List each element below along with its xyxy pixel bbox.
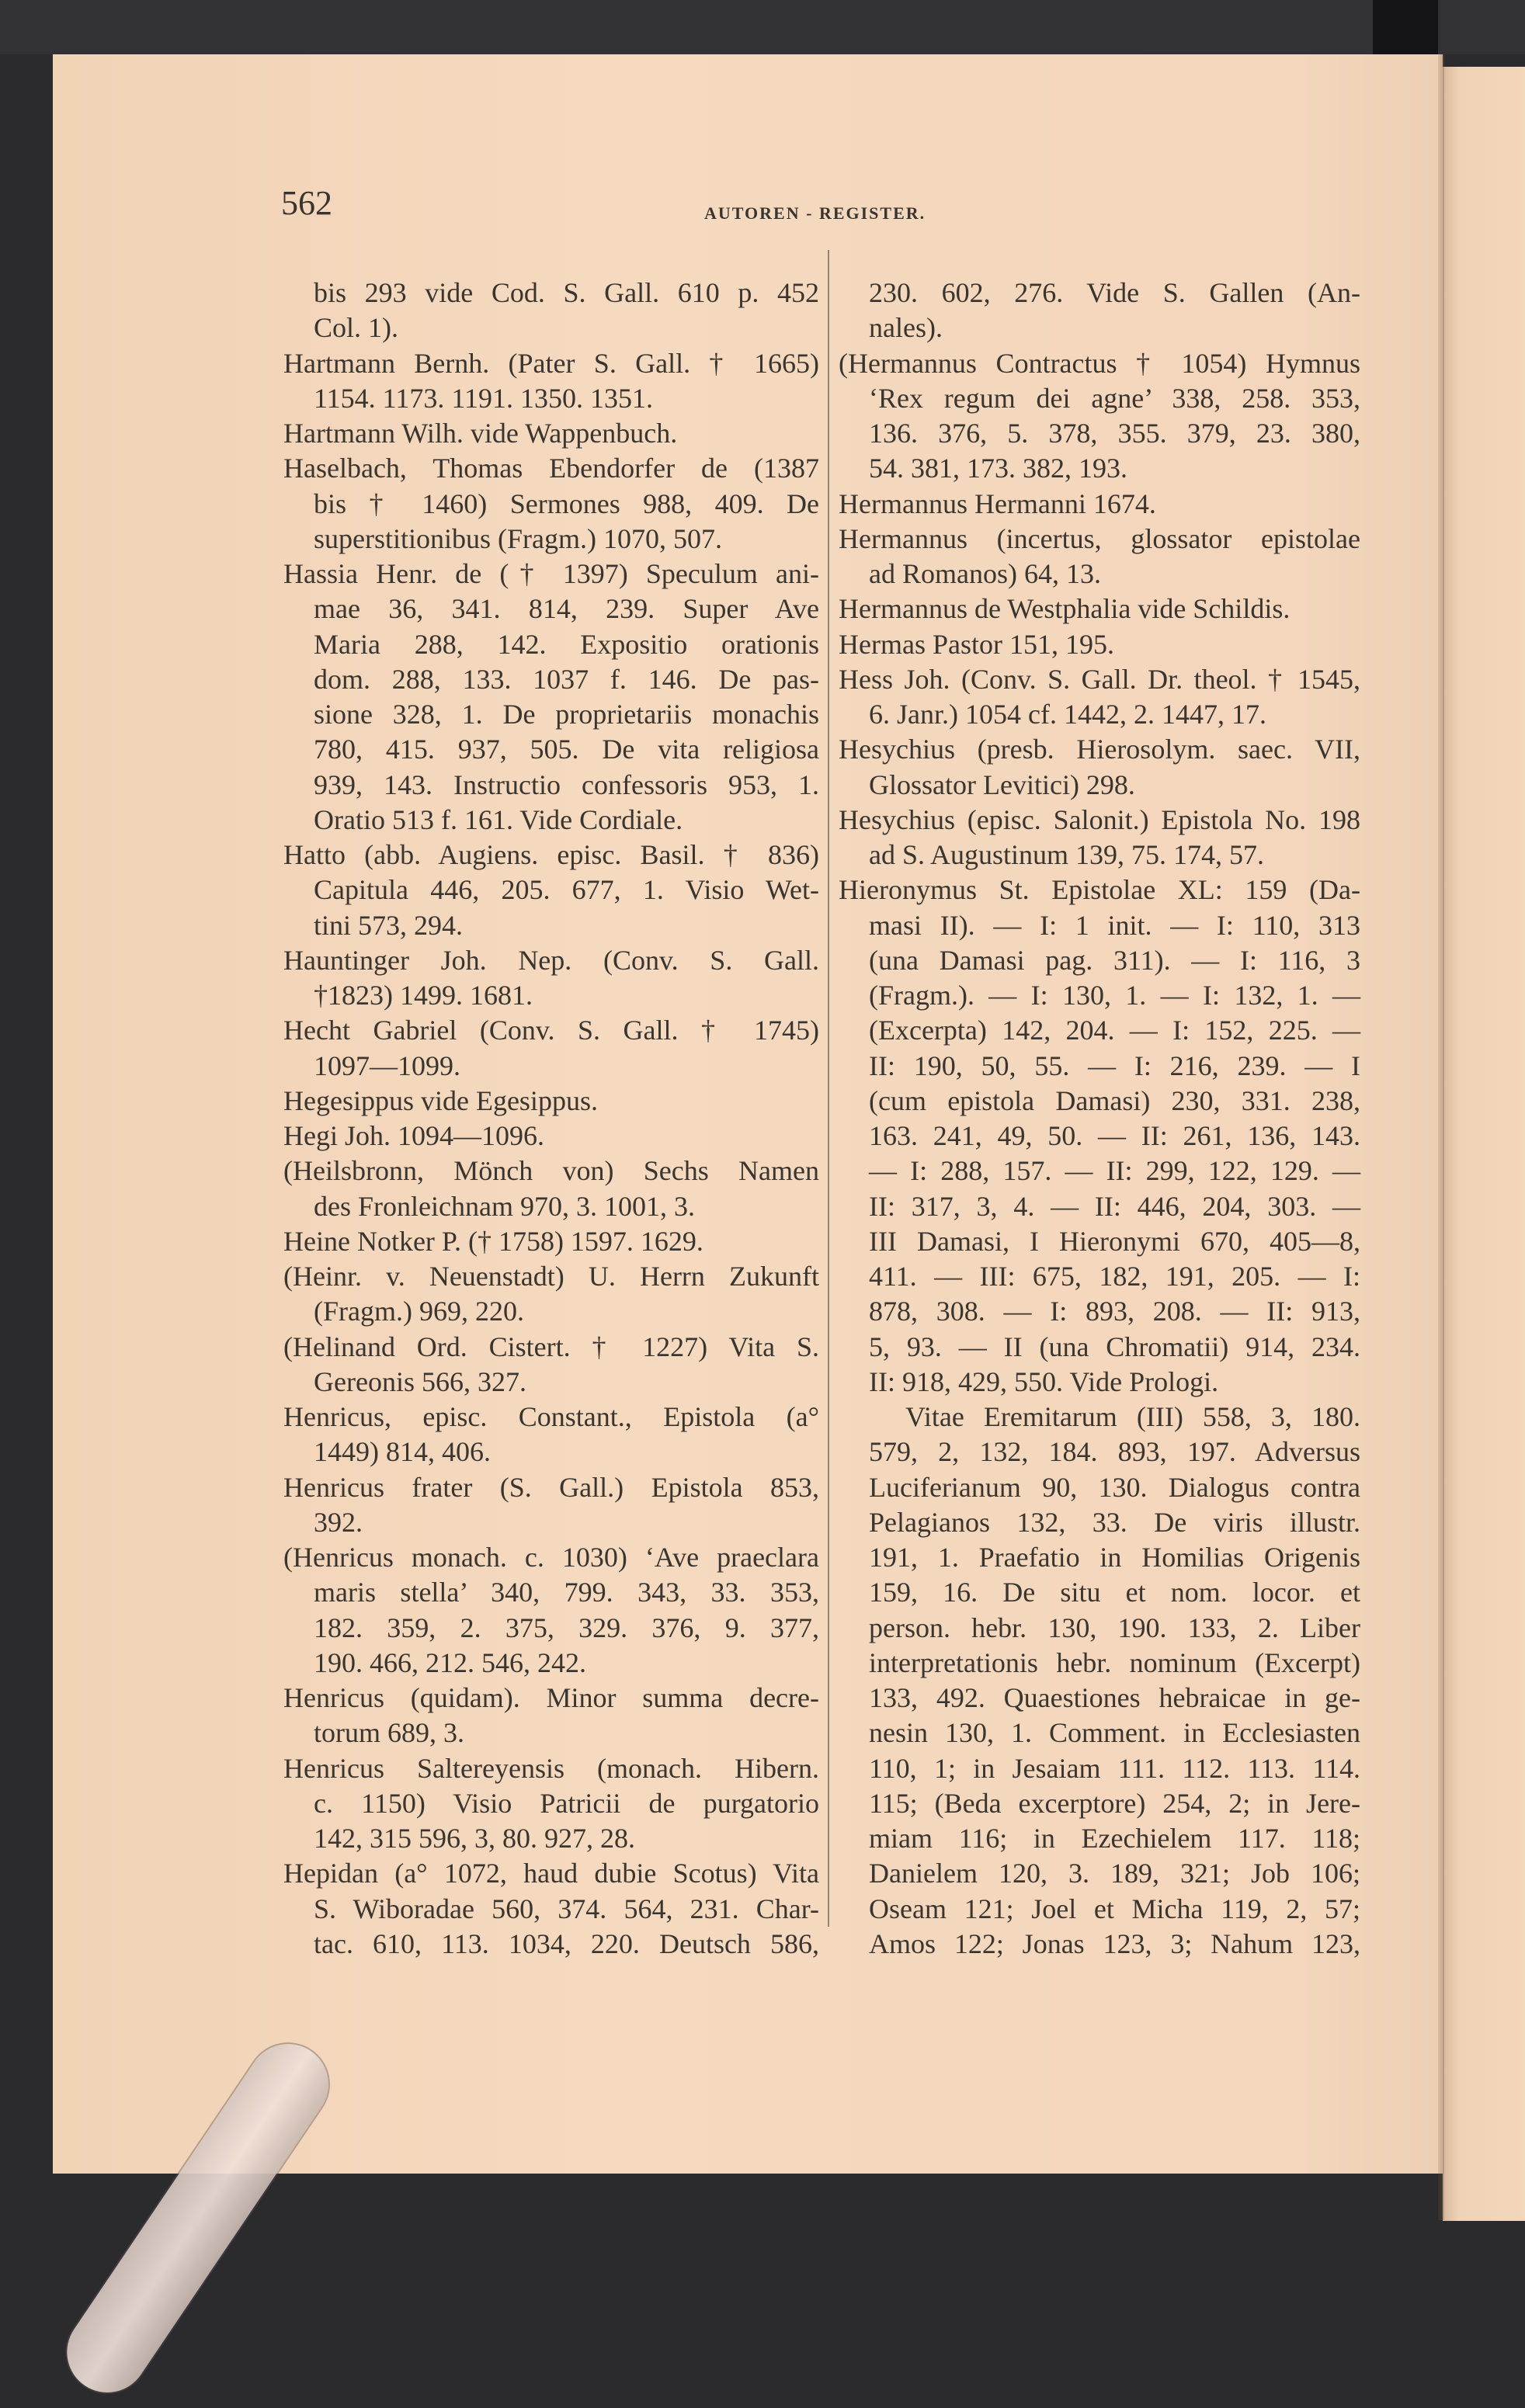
index-entry — [283, 1330, 819, 1400]
entry-line: S. Wiboradae 560, 374. 564, 231. Char- — [314, 1893, 819, 1924]
index-entry — [839, 627, 1360, 662]
index-entry — [283, 416, 819, 451]
page-gutter — [1438, 54, 1444, 2220]
entry-line: Vitae Eremitarum (III) 558, 3, 180. — [905, 1401, 1360, 1432]
entry-line: 939, 143. Instructio confessoris 953, 1. — [314, 769, 819, 800]
entry-line: person. hebr. 130, 190. 133, 2. Liber — [869, 1612, 1360, 1643]
entry-line: Maria 288, 142. Expositio orationis — [314, 628, 819, 660]
index-entry — [283, 346, 819, 417]
entry-line: Hartmann Bernh. (Pater S. Gall. † 1665) — [283, 347, 819, 379]
entry-line: Amos 122; Jonas 123, 3; Nahum 123, — [869, 1927, 1360, 1959]
entry-line: miam 116; in Ezechielem 117. 118; — [869, 1823, 1360, 1854]
entry-line: (Fragm.). — I: 130, 1. — I: 132, 1. — — [869, 980, 1360, 1011]
entry-line: 1097—1099. — [314, 1050, 460, 1081]
entry-line: Hermas Pastor 151, 195. — [839, 628, 1114, 660]
index-entry — [283, 276, 819, 346]
entry-line: des Fronleichnam 970, 3. 1001, 3. — [314, 1190, 695, 1222]
entry-line: bis † 1460) Sermones 988, 409. De — [314, 487, 819, 519]
entry-line: II: 918, 429, 550. Vide Prologi. — [869, 1365, 1219, 1397]
entry-line: sione 328, 1. De proprietariis monachis — [314, 699, 819, 730]
entry-line: 5, 93. — II (una Chromatii) 914, 234. — [869, 1331, 1360, 1362]
index-entry — [283, 1470, 819, 1541]
entry-line: (Henricus monach. c. 1030) ‘Ave praeclara — [283, 1542, 819, 1573]
column-divider — [828, 250, 829, 1927]
entry-line: tini 573, 294. — [314, 909, 464, 941]
index-entry — [283, 557, 819, 838]
entry-line: (cum epistola Damasi) 230, 331. 238, — [869, 1084, 1360, 1116]
entry-line: 110, 1; in Jesaiam 111. 112. 113. 114. — [869, 1752, 1360, 1784]
entry-line: c. 1150) Visio Patricii de purgatorio — [314, 1787, 819, 1819]
entry-line: ad S. Augustinum 139, 75. 174, 57. — [869, 839, 1265, 870]
entry-line: 182. 359, 2. 375, 329. 376, 9. 377, — [314, 1612, 819, 1643]
entry-line: masi II). — I: 1 init. — I: 110, 313 — [869, 909, 1360, 941]
entry-line: II: 317, 3, 4. — II: 446, 204, 303. — — [869, 1190, 1360, 1222]
entry-line: Col. 1). — [314, 312, 399, 344]
entry-line: Hesychius (presb. Hierosolym. saec. VII, — [839, 734, 1360, 765]
index-entry — [283, 1154, 819, 1224]
entry-line: Hermannus de Westphalia vide Schildis. — [839, 593, 1291, 625]
entry-line: 878, 308. — I: 893, 208. — II: 913, — [869, 1296, 1360, 1327]
index-entry — [839, 487, 1360, 522]
entry-line: 159, 16. De situ et nom. locor. et — [869, 1577, 1360, 1608]
entry-line: Henricus frater (S. Gall.) Epistola 853, — [283, 1471, 819, 1503]
index-entry — [839, 346, 1360, 487]
entry-line: interpretationis hebr. nominum (Excerpt) — [869, 1646, 1360, 1678]
entry-line: nales). — [869, 312, 943, 344]
entry-line: 1154. 1173. 1191. 1350. 1351. — [314, 382, 653, 414]
entry-line: — I: 288, 157. — II: 299, 122, 129. — — [869, 1155, 1360, 1187]
entry-line: 411. — III: 675, 182, 191, 205. — I: — [869, 1261, 1360, 1292]
entry-line: Capitula 446, 205. 677, 1. Visio Wet- — [314, 874, 819, 906]
index-entry — [283, 1681, 819, 1751]
entry-line: mae 36, 341. 814, 239. Super Ave — [314, 593, 819, 625]
entry-line: Hermannus (incertus, glossator epistolae — [839, 522, 1360, 554]
entry-line: Hess Joh. (Conv. S. Gall. Dr. theol. † 1545, — [839, 663, 1360, 695]
index-entry — [283, 1259, 819, 1330]
entry-line: 230. 602, 276. Vide S. Gallen (An- — [869, 277, 1360, 308]
entry-line: Henricus Saltereyensis (monach. Hibern. — [283, 1752, 819, 1784]
entry-line: 142, 315 596, 3, 80. 927, 28. — [314, 1823, 635, 1854]
entry-line: 780, 415. 937, 505. De vita religiosa — [314, 734, 819, 765]
entry-line: ad Romanos) 64, 13. — [869, 558, 1101, 589]
entry-line: 392. — [314, 1506, 363, 1538]
entry-line: Hauntinger Joh. Nep. (Conv. S. Gall. — [283, 944, 819, 976]
page-number: 562 — [281, 184, 332, 222]
index-entry — [839, 522, 1360, 592]
entry-line: Oseam 121; Joel et Micha 119, 2, 57; — [869, 1893, 1360, 1924]
entry-line: III Damasi, I Hieronymi 670, 405—8, — [869, 1225, 1360, 1257]
index-column-right — [839, 276, 1360, 1962]
entry-line: Hepidan (a° 1072, haud dubie Scotus) Vita — [283, 1858, 819, 1889]
entry-line: Hartmann Wilh. vide Wappenbuch. — [283, 418, 678, 449]
entry-line: tac. 610, 113. 1034, 220. Deutsch 586, — [314, 1927, 819, 1959]
entry-line: 54. 381, 173. 382, 193. — [869, 453, 1127, 484]
entry-line: Hegesippus vide Egesippus. — [283, 1084, 598, 1116]
entry-line: Henricus (quidam). Minor summa decre- — [283, 1682, 819, 1713]
entry-line: dom. 288, 133. 1037 f. 146. De pas- — [314, 663, 819, 695]
entry-line: nesin 130, 1. Comment. in Ecclesiasten — [869, 1717, 1360, 1749]
index-entry — [839, 276, 1360, 346]
index-entry — [283, 1856, 819, 1962]
facing-page-edge — [1443, 67, 1525, 2221]
entry-line: Haselbach, Thomas Ebendorfer de (1387 — [283, 453, 819, 484]
scan-background — [0, 0, 1525, 54]
entry-line: 579, 2, 132, 184. 893, 197. Adversus — [869, 1436, 1360, 1468]
index-entry — [839, 662, 1360, 733]
index-entry — [283, 1084, 819, 1119]
entry-line: torum 689, 3. — [314, 1717, 464, 1749]
index-entry — [283, 838, 819, 943]
entry-line: (Heinr. v. Neuenstadt) U. Herrn Zukunft — [283, 1261, 819, 1292]
index-entry — [283, 1540, 819, 1681]
entry-line: Hatto (abb. Augiens. episc. Basil. † 836) — [283, 839, 819, 870]
entry-line: Hesychius (episc. Salonit.) Epistola No. 198 — [839, 803, 1360, 835]
entry-line: Pelagianos 132, 33. De viris illustr. — [869, 1506, 1360, 1538]
entry-line: Gereonis 566, 327. — [314, 1365, 526, 1397]
index-entry — [283, 1224, 819, 1259]
entry-line: 1449) 814, 406. — [314, 1436, 491, 1468]
index-entry — [283, 1400, 819, 1470]
index-entry — [839, 1400, 1360, 1962]
entry-line: Hieronymus St. Epistolae XL: 159 (Da- — [839, 874, 1360, 906]
entry-line: maris stella’ 340, 799. 343, 33. 353, — [314, 1577, 819, 1608]
scan-background-gap — [1373, 0, 1438, 61]
entry-line: 133, 492. Quaestiones hebraicae in ge- — [869, 1682, 1360, 1713]
index-entry — [839, 592, 1360, 626]
entry-line: †1823) 1499. 1681. — [314, 980, 533, 1011]
index-entry — [839, 732, 1360, 803]
entry-line: (Excerpta) 142, 204. — I: 152, 225. — — [869, 1015, 1360, 1046]
entry-line: (Hermannus Contractus † 1054) Hymnus — [839, 347, 1360, 379]
entry-line: 191, 1. Praefatio in Homilias Origenis — [869, 1542, 1360, 1573]
index-entry — [283, 451, 819, 557]
entry-line: Hegi Joh. 1094—1096. — [283, 1120, 544, 1151]
running-head: AUTOREN - REGISTER. — [704, 203, 926, 223]
entry-line: superstitionibus (Fragm.) 1070, 507. — [314, 522, 722, 554]
index-column-left — [283, 276, 819, 1962]
index-entry — [283, 943, 819, 1014]
entry-line: Heine Notker P. († 1758) 1597. 1629. — [283, 1225, 703, 1257]
entry-line: Oratio 513 f. 161. Vide Cordiale. — [314, 803, 683, 835]
entry-line: (Helinand Ord. Cistert. † 1227) Vita S. — [283, 1331, 819, 1362]
entry-line: Luciferianum 90, 130. Dialogus contra — [869, 1471, 1360, 1503]
entry-line: 163. 241, 49, 50. — II: 261, 136, 143. — [869, 1120, 1360, 1151]
entry-line: Danielem 120, 3. 189, 321; Job 106; — [869, 1858, 1360, 1889]
entry-line: (Heilsbronn, Mönch von) Sechs Namen — [283, 1155, 819, 1187]
index-entry — [283, 1013, 819, 1084]
entry-line: ‘Rex regum dei agne’ 338, 258. 353, — [869, 382, 1360, 414]
entry-line: Glossator Levitici) 298. — [869, 769, 1135, 800]
entry-line: 136. 376, 5. 378, 355. 379, 23. 380, — [869, 418, 1360, 449]
entry-line: Hermannus Hermanni 1674. — [839, 487, 1156, 519]
entry-line: II: 190, 50, 55. — I: 216, 239. — I — [869, 1050, 1360, 1081]
entry-line: Hassia Henr. de († 1397) Speculum ani- — [283, 558, 819, 589]
entry-line: bis 293 vide Cod. S. Gall. 610 p. 452 — [314, 277, 819, 308]
entry-line: 190. 466, 212. 546, 242. — [314, 1646, 586, 1678]
entry-line: Hecht Gabriel (Conv. S. Gall. † 1745) — [283, 1015, 819, 1046]
index-entry — [283, 1119, 819, 1154]
entry-line: (una Damasi pag. 311). — I: 116, 3 — [869, 944, 1360, 976]
entry-line: 6. Janr.) 1054 cf. 1442, 2. 1447, 17. — [869, 699, 1266, 730]
entry-line: Henricus, episc. Constant., Epistola (a° — [283, 1401, 819, 1432]
index-entry — [283, 1751, 819, 1857]
entry-line: (Fragm.) 969, 220. — [314, 1296, 524, 1327]
entry-line: 115; (Beda excerptore) 254, 2; in Jere- — [869, 1787, 1360, 1819]
index-entry — [839, 873, 1360, 1400]
index-entry — [839, 803, 1360, 873]
